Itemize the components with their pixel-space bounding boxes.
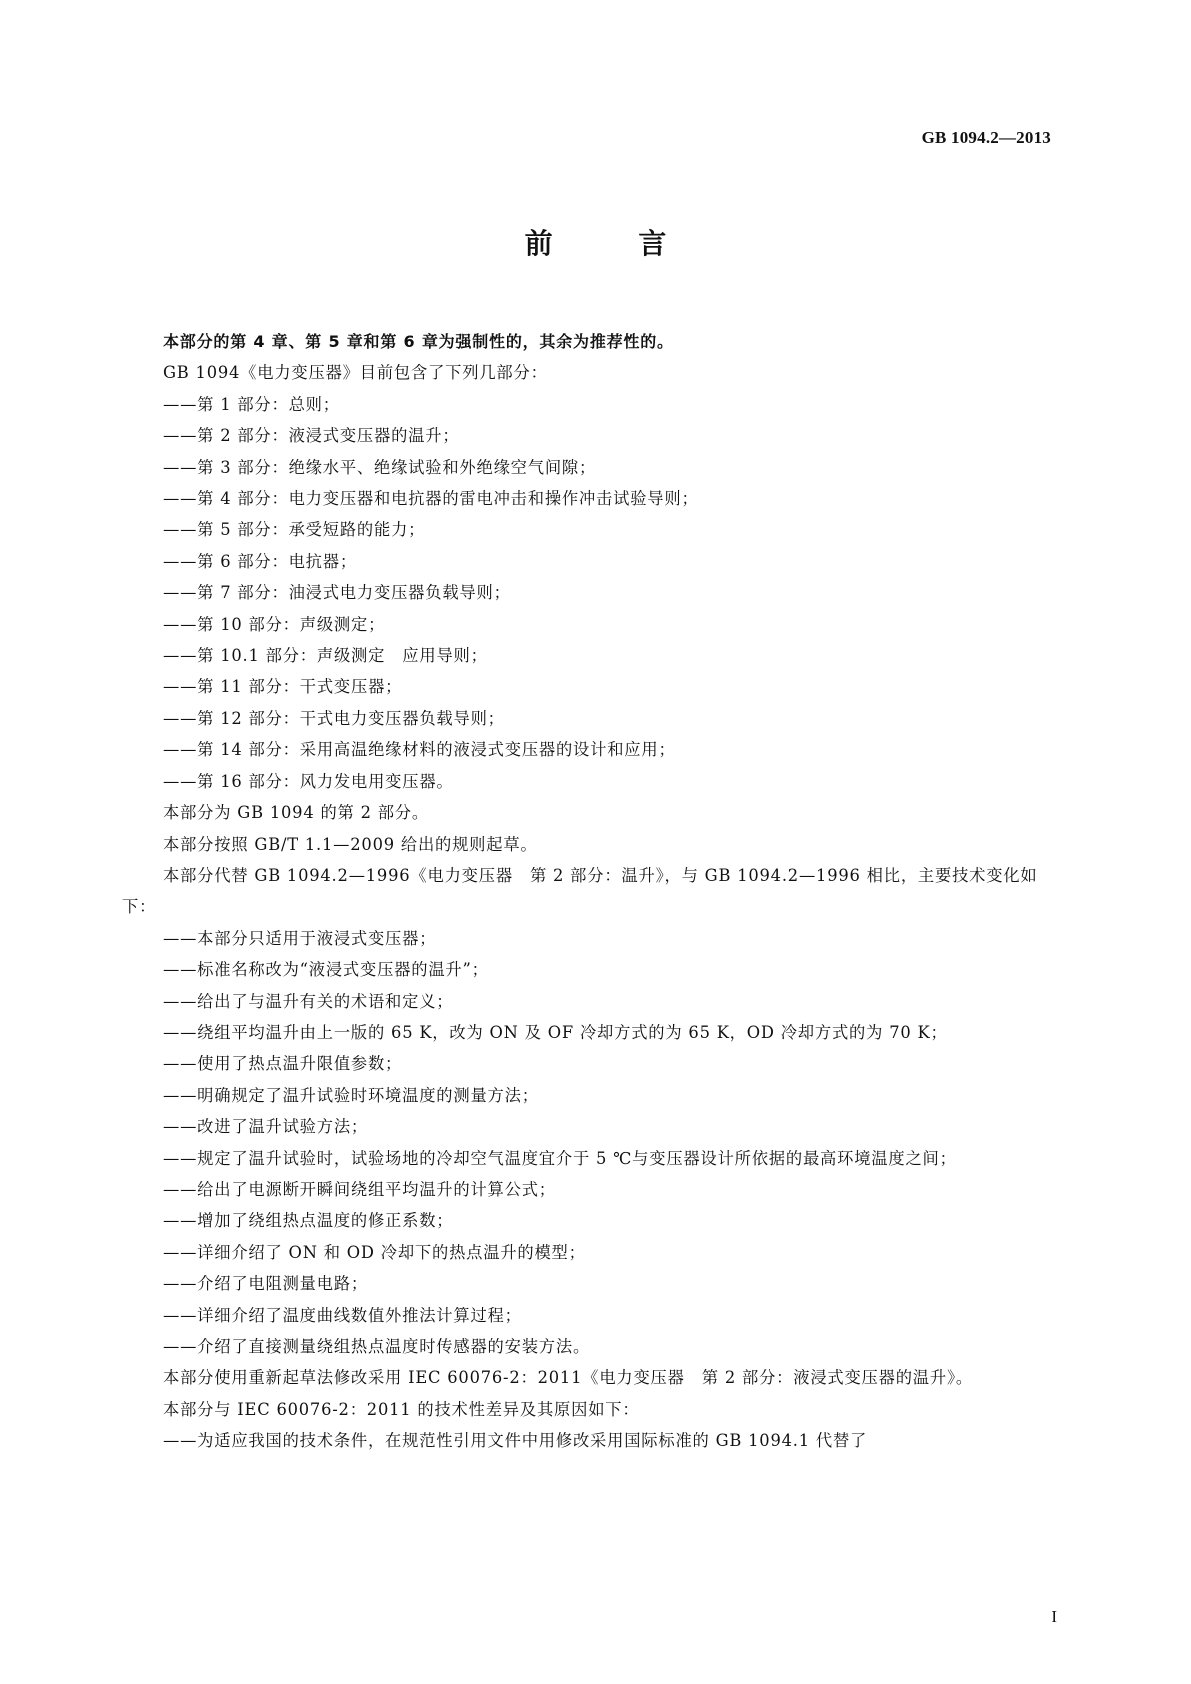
list-item: ——详细介绍了 ON 和 OD 冷却下的热点温升的模型； — [163, 1242, 586, 1262]
list-item: ——绕组平均温升由上一版的 65 K，改为 ON 及 OF 冷却方式的为 65 K，OD 冷却方式的为 70 K； — [163, 1022, 948, 1042]
lead-paragraph: 本部分的第 4 章、第 5 章和第 6 章为强制性的，其余为推荐性的。 — [163, 332, 674, 351]
paragraph: 本部分使用重新起草法修改采用 IEC 60076-2：2011《电力变压器 第 2 部分：液浸式变压器的温升》。 — [163, 1368, 973, 1388]
list-item: ——第 14 部分：采用高温绝缘材料的液浸式变压器的设计和应用； — [163, 740, 676, 760]
list-item: ——为适应我国的技术条件，在规范性引用文件中用修改采用国际标准的 GB 1094.1 代替了 — [163, 1431, 868, 1451]
list-item: ——改进了温升试验方法； — [163, 1117, 368, 1137]
list-item: ——第 6 部分：电抗器； — [163, 551, 357, 571]
page-title: 前 言 — [524, 227, 705, 260]
list-item: ——第 10 部分：声级测定； — [163, 614, 386, 634]
list-item: ——第 11 部分：干式变压器； — [163, 677, 403, 697]
paragraph: 本部分与 IEC 60076-2：2011 的技术性差异及其原因如下： — [163, 1399, 640, 1419]
list-item: ——介绍了电阻测量电路； — [163, 1274, 368, 1294]
page-number: I — [1051, 1607, 1057, 1626]
list-item: ——第 7 部分：油浸式电力变压器负载导则； — [163, 583, 511, 603]
list-item: ——第 3 部分：绝缘水平、绝缘试验和外绝缘空气间隙； — [163, 457, 597, 477]
list-item: ——使用了热点温升限值参数； — [163, 1054, 403, 1074]
document-body — [122, 326, 1061, 1457]
paragraph: 本部分按照 GB/T 1.1—2009 给出的规则起草。 — [163, 834, 538, 854]
list-item: ——规定了温升试验时，试验场地的冷却空气温度宜介于 5 ℃与变压器设计所依据的最高环境温度之间； — [163, 1148, 957, 1168]
list-item: ——介绍了直接测量绕组热点温度时传感器的安装方法。 — [163, 1337, 591, 1356]
paragraph: GB 1094《电力变压器》目前包含了下列几部分： — [163, 363, 548, 383]
list-item: ——本部分只适用于液浸式变压器； — [163, 928, 437, 948]
list-item: ——第 10.1 部分：声级测定 应用导则； — [163, 646, 488, 666]
list-item: ——标准名称改为“液浸式变压器的温升”； — [163, 960, 489, 980]
list-item: ——详细介绍了温度曲线数值外推法计算过程； — [163, 1305, 522, 1325]
list-item: ——增加了绕组热点温度的修正系数； — [163, 1211, 454, 1231]
list-item: ——第 4 部分：电力变压器和电抗器的雷电冲击和操作冲击试验导则； — [163, 489, 699, 509]
list-item: ——第 1 部分：总则； — [163, 394, 340, 414]
list-item: ——明确规定了温升试验时环境温度的测量方法； — [163, 1085, 539, 1105]
list-item: ——给出了电源断开瞬间绕组平均温升的计算公式； — [163, 1179, 556, 1199]
list-item: ——第 12 部分：干式电力变压器负载导则； — [163, 708, 505, 728]
paragraph: 本部分为 GB 1094 的第 2 部分。 — [163, 803, 429, 823]
list-item: ——给出了与温升有关的术语和定义； — [163, 991, 454, 1011]
paragraph: 本部分代替 GB 1094.2—1996《电力变压器 第 2 部分：温升》，与 GB 1094.2—1996 相比，主要技术变化如下： — [122, 865, 1038, 917]
list-item: ——第 16 部分：风力发电用变压器。 — [163, 771, 454, 791]
list-item: ——第 2 部分：液浸式变压器的温升； — [163, 426, 460, 446]
list-item: ——第 5 部分：承受短路的能力； — [163, 520, 426, 540]
standard-code: GB 1094.2—2013 — [921, 128, 1051, 147]
